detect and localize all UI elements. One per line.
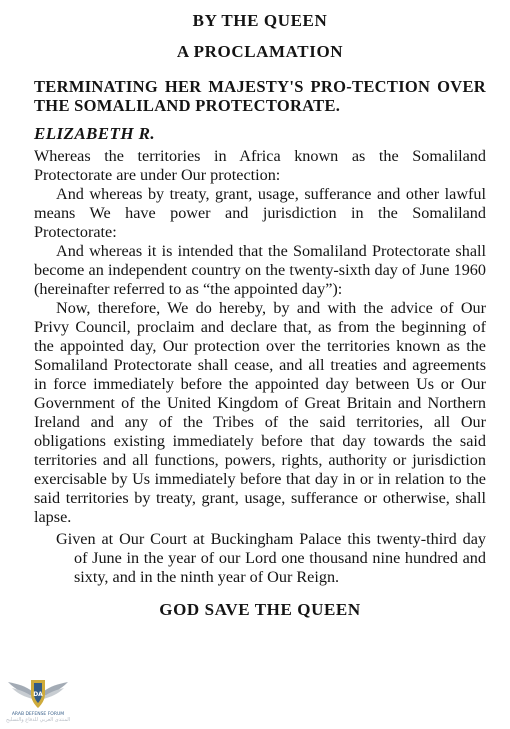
- paragraph-whereas-2: And whereas by treaty, grant, usage, sufferance and other lawful means We have power and jurisdiction in the Somaliland Protectorate:: [34, 185, 486, 241]
- proclamation-body: [34, 147, 486, 527]
- heading-by-the-queen: BY THE QUEEN: [192, 11, 328, 30]
- eagle-shield-logo-icon: [6, 672, 70, 712]
- closing-god-save-the-queen: GOD SAVE THE QUEEN: [159, 600, 361, 619]
- proclamation-page: [34, 10, 486, 621]
- paragraph-whereas-1: Whereas the territories in Africa known as the Somaliland Protectorate are under Our protection:: [34, 147, 486, 184]
- given-at-court-clause: Given at Our Court at Buckingham Palace this twenty-third day of June in the year of our Lord one thousand nine hundred and sixty, and in the ninth year of Our Reign.: [56, 530, 486, 586]
- svg-text:DA: DA: [33, 691, 43, 698]
- watermark-label-arabic: المنتدى العربي للدفاع والتسليح: [6, 716, 71, 723]
- royal-signature: ELIZABETH R.: [34, 124, 155, 143]
- watermark-label: ARAB DEFENSE FORUM: [11, 712, 65, 717]
- proclamation-title: TERMINATING HER MAJESTY'S PRO-TECTION OVER THE SOMALILAND PROTECTORATE.: [34, 77, 486, 115]
- watermark-logo: [6, 672, 70, 726]
- paragraph-whereas-3: And whereas it is intended that the Somaliland Protectorate shall become an independent country on the twenty-sixth day of June 1960 (hereinafter referred to as “the appointed day”):: [34, 242, 486, 298]
- heading-proclamation: A PROCLAMATION: [176, 42, 344, 61]
- paragraph-now-therefore: Now, therefore, We do hereby, by and with the advice of Our Privy Council, proclaim and declare that, as from the beginning of the appointed day, Our protection over the territories known as the Somaliland Protectorate shall cease, and all treaties and agreements in force immediately before the appointed day between Us or Our Government of the United Kingdom of Great Britain and Northern Ireland and any of the Tribes of the said territories, all Our obligations existing immediately before that day towards the said territories and all functions, powers, rights, authority or jurisdiction exercisable by Us immediately before that day in or in relation to the said territories by treaty, grant, usage, sufferance or otherwise, shall lapse.: [34, 299, 486, 526]
